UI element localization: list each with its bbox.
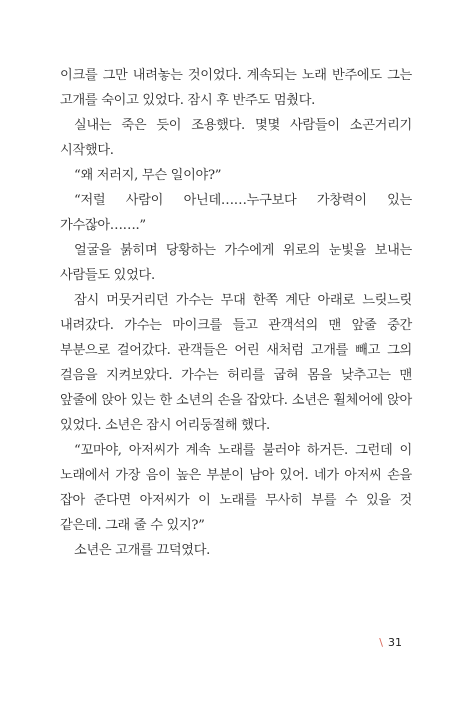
page-number: 31 [388,636,402,649]
dialogue-paragraph: “저럴 사람이 아닌데……누구보다 가창력이 있는 가수잖아…….” [60,193,412,233]
dialogue-paragraph: “꼬마야, 아저씨가 계속 노래를 불러야 하거든. 그런데 이 노래에서 가장 음이 높은 부분이 남아 있어. 네가 아저씨 손을 잡아 준다면 아저씨가 이 노래를 무사히 부를 수 있을 것 같은데. 그래 줄 수 있지?” [60,443,412,533]
paragraph: 실내는 죽은 듯이 조용했다. 몇몇 사람들이 소곤거리기 시작했다. [60,118,412,158]
paragraph: 잠시 머뭇거리던 가수는 무대 한쪽 계단 아래로 느릿느릿 내려갔다. 가수는 마이크를 들고 관객석의 맨 앞줄 중간 부분으로 걸어갔다. 관객들은 어린 새처럼 고개를 빼고 그의 걸음을 지켜보았다. 가수는 허리를 굽혀 몸을 낮추고는 맨 앞줄에 앉아 있는 한 소년의 손을 잡았다. 소년은 휠체어에 앉아 있었다. 소년은 잠시 어리둥절해 했다. [60,293,412,433]
paragraph-continued: 이크를 그만 내려놓는 것이었다. 계속되는 노래 반주에도 그는 고개를 숙이고 있었다. 잠시 후 반주도 멈췄다. [60,68,412,108]
paragraph: 얼굴을 붉히며 당황하는 가수에게 위로의 눈빛을 보내는 사람들도 있었다. [60,243,412,283]
page-number-separator: \ [379,636,383,649]
page-footer [379,636,402,649]
paragraph: 소년은 고개를 끄덕였다. [74,543,211,558]
dialogue-paragraph: “왜 저러지, 무슨 일이야?” [74,168,222,183]
body-text [60,63,412,563]
